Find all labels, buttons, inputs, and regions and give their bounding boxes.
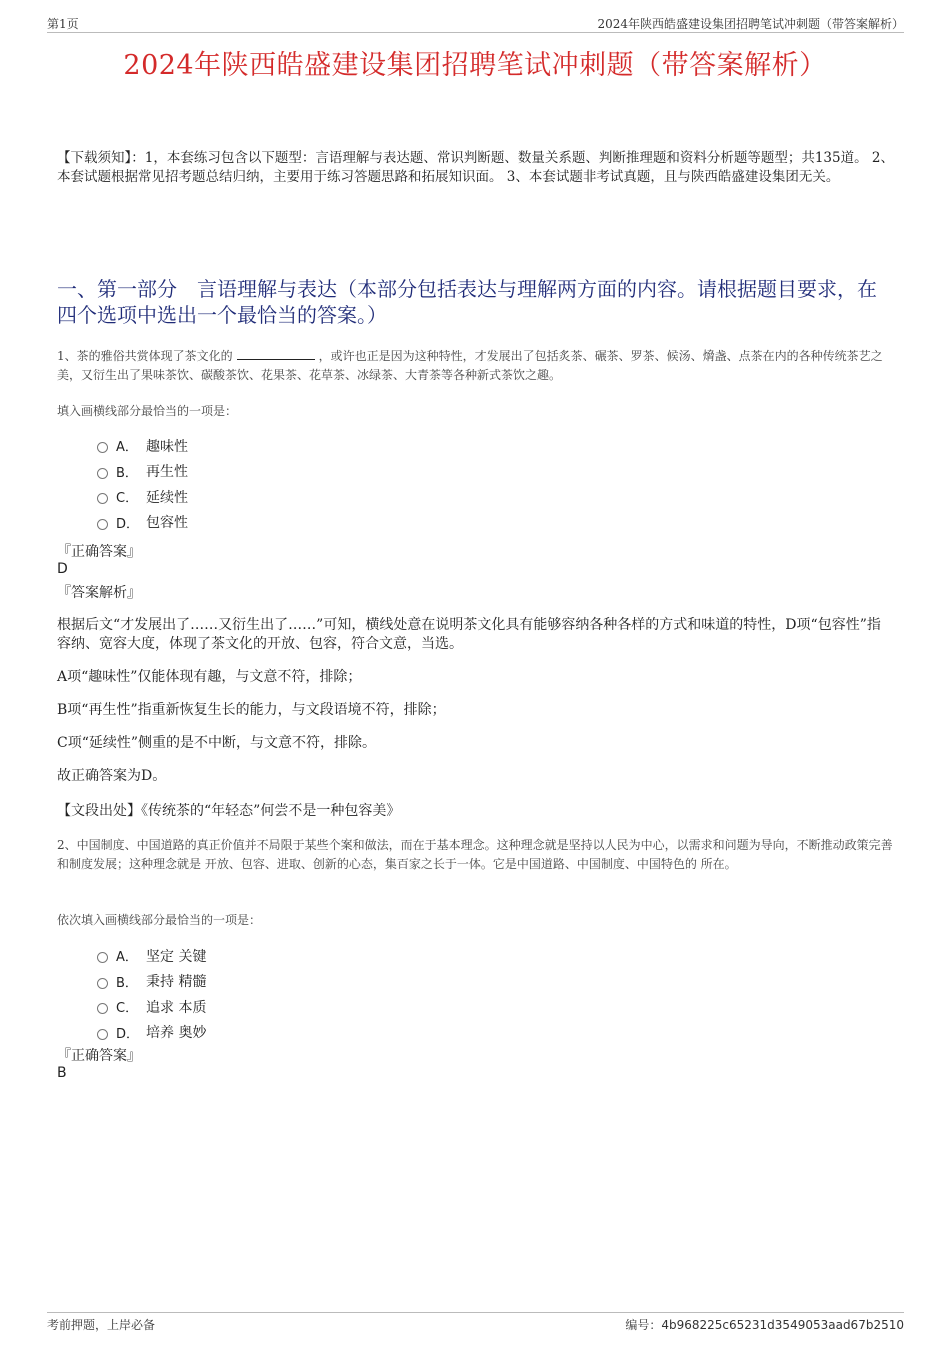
analysis-option-b: B项“再生性”指重新恢复生长的能力，与文段语境不符，排除； <box>57 702 446 718</box>
correct-answer-label: 『正确答案』 <box>57 544 141 560</box>
page-number: 第1页 <box>47 17 79 31</box>
correct-answer-value: D <box>57 561 68 577</box>
fill-blank <box>237 347 315 360</box>
question-1-stem-start: 1、茶的雅俗共赏体现了茶文化的 <box>57 349 233 363</box>
page-header <box>47 14 904 33</box>
section-heading: 一、第一部分 言语理解与表达（本部分包括表达与理解两方面的内容。请根据题目要求，在四个选项中选出一个最恰当的答案。） <box>57 277 877 327</box>
footer-slogan: 考前押题，上岸必备 <box>47 1318 156 1332</box>
question-1-stem-end: ，或许也正是因为这种特性，才发展出了包括炙茶、碾茶、罗茶、候汤、熁盏、点茶在内的各种传统茶艺之美，又衍生出了果味茶饮、碳酸茶饮、花果茶、花草茶、冰绿茶、大青茶等各种新式茶饮之趣。 <box>57 349 883 382</box>
option-a[interactable]: A． 坚定 关键 <box>97 943 206 969</box>
analysis-option-a: A项“趣味性”仅能体现有趣，与文意不符，排除； <box>57 669 362 685</box>
radio-icon[interactable] <box>97 519 108 530</box>
analysis-source: 【文段出处】《传统茶的“年轻态”何尝不是一种包容美》 <box>57 803 401 819</box>
question-1-stem <box>57 347 897 385</box>
analysis-conclusion: 故正确答案为D。 <box>57 768 167 784</box>
question-2-instruction: 依次填入画横线部分最恰当的一项是： <box>57 913 262 927</box>
question-2-options <box>97 943 206 1045</box>
radio-icon[interactable] <box>97 468 108 479</box>
option-d[interactable]: D． 包容性 <box>97 510 188 536</box>
question-1-options <box>97 433 188 535</box>
radio-icon[interactable] <box>97 978 108 989</box>
analysis-label: 『答案解析』 <box>57 585 141 601</box>
option-c[interactable]: C． 追求 本质 <box>97 994 206 1020</box>
document-title: 2024年陕西皓盛建设集团招聘笔试冲刺题（带答案解析） <box>123 50 827 81</box>
option-b[interactable]: B． 秉持 精髓 <box>97 969 206 995</box>
radio-icon[interactable] <box>97 952 108 963</box>
option-d[interactable]: D． 培养 奥妙 <box>97 1020 206 1046</box>
radio-icon[interactable] <box>97 442 108 453</box>
radio-icon[interactable] <box>97 493 108 504</box>
analysis-option-c: C项“延续性”侧重的是不中断，与文意不符，排除。 <box>57 735 377 751</box>
radio-icon[interactable] <box>97 1003 108 1014</box>
option-c[interactable]: C． 延续性 <box>97 484 188 510</box>
question-1-instruction: 填入画横线部分最恰当的一项是： <box>57 404 238 418</box>
correct-answer-label: 『正确答案』 <box>57 1048 141 1064</box>
correct-answer-value: B <box>57 1065 67 1081</box>
radio-icon[interactable] <box>97 1029 108 1040</box>
option-a[interactable]: A． 趣味性 <box>97 433 188 459</box>
question-2-stem: 2、中国制度、中国道路的真正价值并不局限于某些个案和做法，而在于基本理念。这种理念就是坚持以人民为中心，以需求和问题为导向，不断推动政策完善和制度发展；这种理念就是 开放、包容、进取、创新的心态，集百家之长于一体。它是中国道路、中国制度、中国特色的 所在。 <box>57 838 893 871</box>
analysis-paragraph: 根据后文“才发展出了……又衍生出了……”可知，横线处意在说明茶文化具有能够容纳各种各样的方式和味道的特性，D项“包容性”指容纳、宽容大度，体现了茶文化的开放、包容，符合文意，当选。 <box>57 617 881 652</box>
footer-code: 编号：4b968225c65231d3549053aad67b2510 <box>625 1318 904 1332</box>
page-footer <box>47 1312 904 1333</box>
header-doc-title: 2024年陕西皓盛建设集团招聘笔试冲刺题（带答案解析） <box>597 17 904 31</box>
option-b[interactable]: B． 再生性 <box>97 459 188 485</box>
download-notice: 【下载须知】：1，本套练习包含以下题型：言语理解与表达题、常识判断题、数量关系题、判断推理题和资料分析题等题型；共135道。 2、本套试题根据常见招考题总结归纳，主要用于练习答题思路和拓展知识面。 3、本套试题非考试真题，且与陕西皓盛建设集团无关。 <box>57 150 894 185</box>
